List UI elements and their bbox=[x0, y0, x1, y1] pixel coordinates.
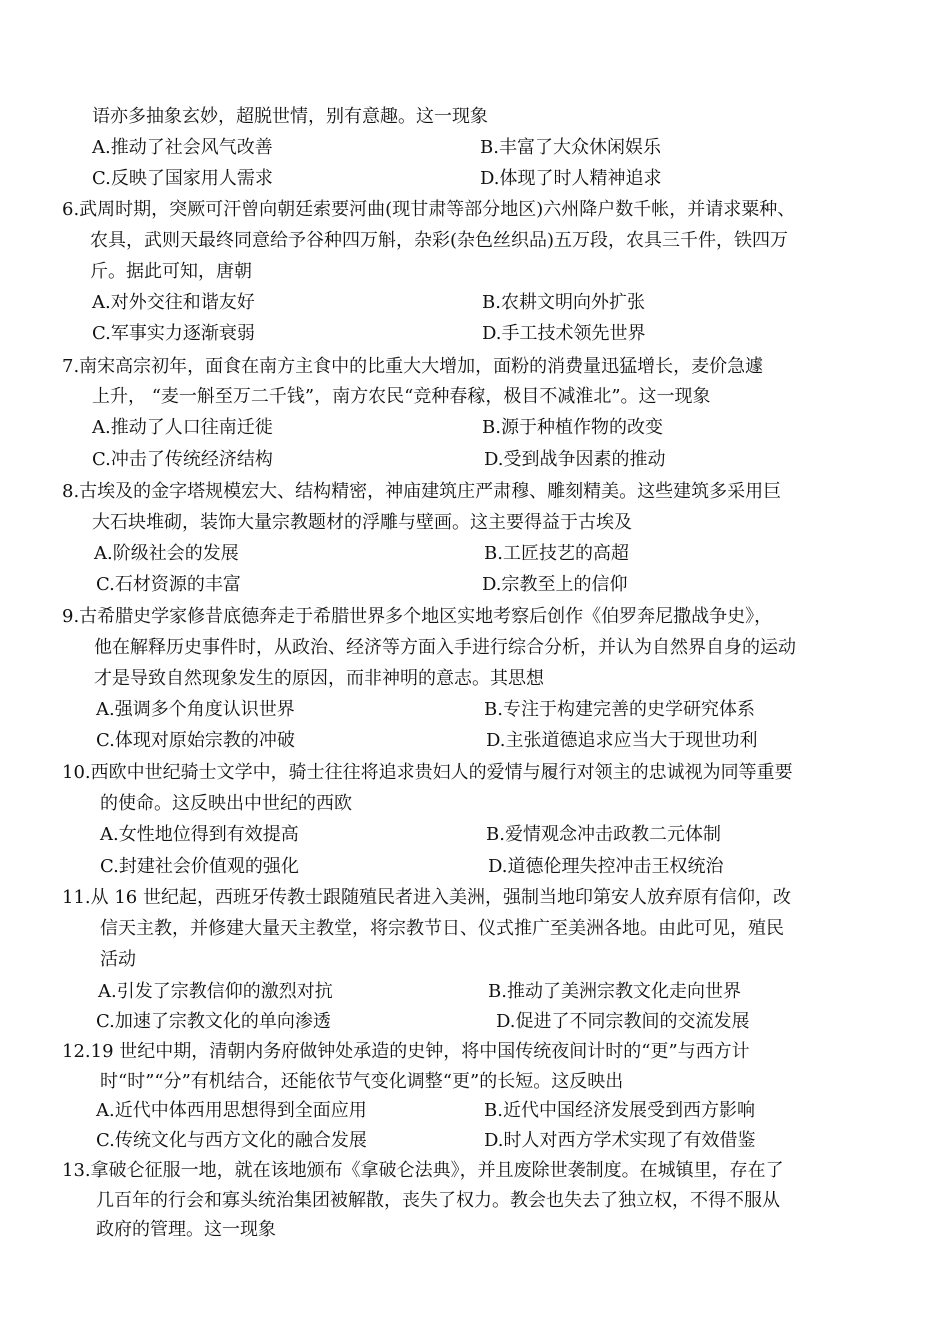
question-11-option-a: A.引发了宗教信仰的激烈对抗 bbox=[98, 981, 333, 1002]
question-10-option-d: D.道德伦理失控冲击王权统治 bbox=[488, 856, 724, 877]
question-6-option-c: C.军事实力逐渐衰弱 bbox=[92, 323, 255, 344]
question-10-option-a: A.女性地位得到有效提高 bbox=[100, 824, 299, 845]
question-9-option-b: B.专注于构建完善的史学研究体系 bbox=[484, 699, 755, 720]
question-10-line-1: 10.西欧中世纪骑士文学中，骑士往往将追求贵妇人的爱情与履行对领主的忠诚视为同等重要 bbox=[62, 762, 793, 783]
lead-option-d: D.体现了时人精神追求 bbox=[480, 168, 662, 189]
question-7-option-d: D.受到战争因素的推动 bbox=[484, 449, 666, 470]
lead-stem-line: 语亦多抽象玄妙，超脱世情，别有意趣。这一现象 bbox=[92, 106, 488, 127]
question-7-option-c: C.冲击了传统经济结构 bbox=[92, 449, 273, 470]
question-6-option-d: D.手工技术领先世界 bbox=[482, 323, 646, 344]
question-7-option-b: B.源于种植作物的改变 bbox=[482, 417, 663, 438]
question-12-option-b: B.近代中国经济发展受到西方影响 bbox=[484, 1100, 755, 1121]
question-9-option-d: D.主张道德追求应当大于现世功利 bbox=[486, 730, 758, 751]
question-9-line-3: 才是导致自然现象发生的原因，而非神明的意志。其思想 bbox=[94, 668, 544, 689]
question-7-line-1: 7.南宋高宗初年，面食在南方主食中的比重大大增加，面粉的消费量迅猛增长，麦价急遽 bbox=[62, 356, 764, 377]
question-9-option-c: C.体现对原始宗教的冲破 bbox=[96, 730, 295, 751]
question-6-option-b: B.农耕文明向外扩张 bbox=[482, 292, 645, 313]
question-6-line-1: 6.武周时期，突厥可汗曾向朝廷索要河曲(现甘肃等部分地区)六州降户数千帐，并请求粟种、 bbox=[62, 199, 796, 220]
question-12-line-2: 时“时”“分”有机结合，还能依节气变化调整“更”的长短。这反映出 bbox=[100, 1071, 624, 1092]
question-9-line-2: 他在解释历史事件时，从政治、经济等方面入手进行综合分析，并认为自然界自身的运动 bbox=[94, 637, 796, 658]
question-8-line-1: 8.古埃及的金字塔规模宏大、结构精密，神庙建筑庄严肃穆、雕刻精美。这些建筑多采用巨 bbox=[62, 481, 782, 502]
question-6-line-3: 斤。据此可知，唐朝 bbox=[90, 261, 252, 282]
question-8-option-d: D.宗教至上的信仰 bbox=[482, 574, 628, 595]
question-8-option-a: A.阶级社会的发展 bbox=[94, 543, 239, 564]
question-12-line-1: 12.19 世纪中期，清朝内务府做钟处承造的史钟，将中国传统夜间计时的“更”与西方计 bbox=[62, 1041, 750, 1062]
question-12-option-c: C.传统文化与西方文化的融合发展 bbox=[96, 1130, 367, 1151]
question-12-option-a: A.近代中体西用思想得到全面应用 bbox=[96, 1100, 367, 1121]
question-12-option-d: D.时人对西方学术实现了有效借鉴 bbox=[484, 1130, 756, 1151]
question-8-option-b: B.工匠技艺的高超 bbox=[484, 543, 629, 564]
question-11-line-2: 信天主教，并修建大量天主教堂，将宗教节日、仪式推广至美洲各地。由此可见，殖民 bbox=[100, 918, 784, 939]
question-9-line-1: 9.古希腊史学家修昔底德奔走于希腊世界多个地区实地考察后创作《伯罗奔尼撒战争史》， bbox=[62, 606, 773, 627]
question-11-line-1: 11.从 16 世纪起，西班牙传教士跟随殖民者进入美洲，强制当地印第安人放弃原有信仰，改 bbox=[62, 887, 791, 908]
question-10-line-2: 的使命。这反映出中世纪的西欧 bbox=[100, 793, 352, 814]
question-11-option-b: B.推动了美洲宗教文化走向世界 bbox=[488, 981, 741, 1002]
question-10-option-c: C.封建社会价值观的强化 bbox=[100, 856, 299, 877]
question-13-line-1: 13.拿破仑征服一地，就在该地颁布《拿破仑法典》，并且废除世袭制度。在城镇里，存在了 bbox=[62, 1160, 784, 1181]
question-11-option-c: C.加速了宗教文化的单向渗透 bbox=[96, 1011, 331, 1032]
question-13-line-2: 几百年的行会和寡头统治集团被解散，丧失了权力。教会也失去了独立权，不得不服从 bbox=[96, 1190, 780, 1211]
question-8-line-2: 大石块堆砌，装饰大量宗教题材的浮雕与壁画。这主要得益于古埃及 bbox=[92, 512, 632, 533]
question-13-line-3: 政府的管理。这一现象 bbox=[96, 1219, 276, 1240]
question-9-option-a: A.强调多个角度认识世界 bbox=[96, 699, 295, 720]
question-11-option-d: D.促进了不同宗教间的交流发展 bbox=[496, 1011, 750, 1032]
question-7-line-2: 上升， “麦一斛至万二千钱”，南方农民“竞种春稼，极目不减淮北”。这一现象 bbox=[92, 386, 711, 407]
lead-option-a: A.推动了社会风气改善 bbox=[92, 137, 273, 158]
question-6-line-2: 农具，武则天最终同意给予谷种四万斛，杂彩(杂色丝织品)五万段，农具三千件，铁四万 bbox=[90, 230, 789, 251]
question-7-option-a: A.推动了人口往南迁徙 bbox=[92, 417, 273, 438]
question-11-line-3: 活动 bbox=[100, 949, 136, 970]
question-6-option-a: A.对外交往和谐友好 bbox=[92, 292, 255, 313]
lead-option-b: B.丰富了大众休闲娱乐 bbox=[480, 137, 661, 158]
question-8-option-c: C.石材资源的丰富 bbox=[96, 574, 241, 595]
question-10-option-b: B.爱情观念冲击政教二元体制 bbox=[486, 824, 721, 845]
lead-option-c: C.反映了国家用人需求 bbox=[92, 168, 273, 189]
